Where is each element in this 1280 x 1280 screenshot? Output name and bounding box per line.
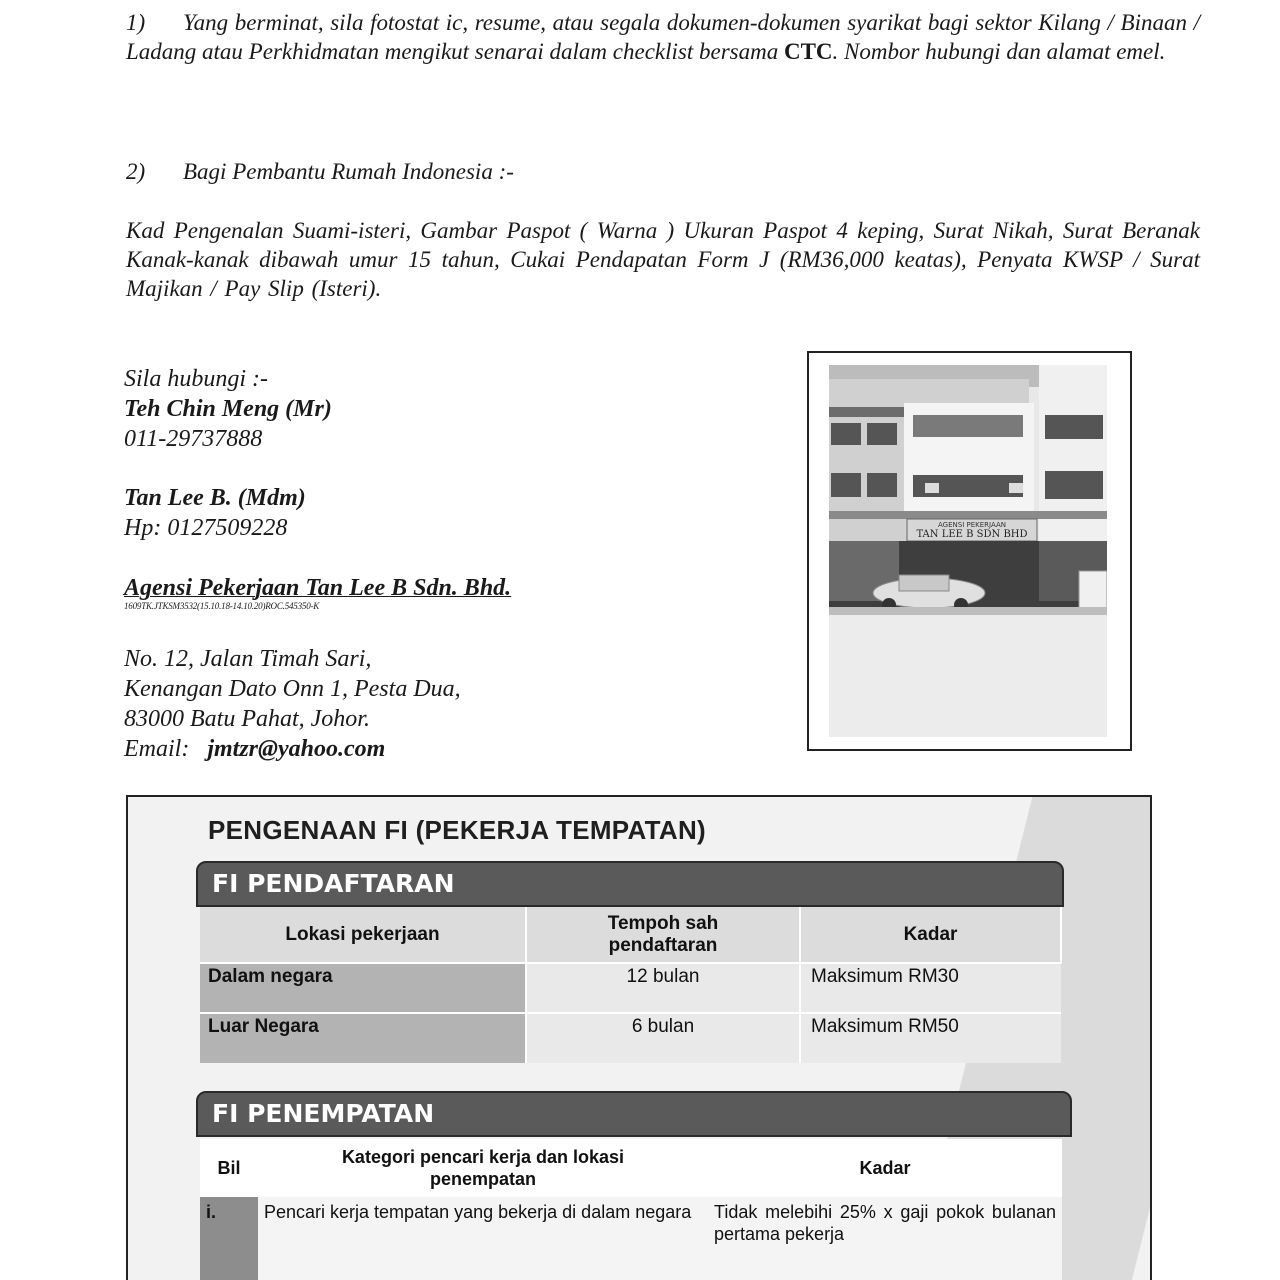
row-rate: Maksimum RM30: [800, 963, 1061, 1013]
placement-fee-table: [200, 1139, 1062, 1280]
header-rate: Kadar: [708, 1139, 1062, 1197]
slide-title: PENGENAAN FI (PEKERJA TEMPATAN): [208, 815, 707, 845]
header-bil: Bil: [200, 1139, 258, 1197]
placement-fee-band: FI PENEMPATAN: [196, 1091, 1072, 1137]
header-rate: Kadar: [800, 907, 1061, 963]
registration-fee-table: [200, 907, 1062, 1063]
table-row: [200, 1013, 1061, 1063]
ctc-label: CTC: [783, 39, 833, 64]
address-line-1: No. 12, Jalan Timah Sari,: [124, 646, 372, 672]
contact-block-2: [124, 483, 306, 543]
row-rate: Tidak melebihi 25% x gaji pokok bulanan pertama pekerja: [708, 1197, 1062, 1280]
contact-person-1-phone: 011-29737888: [124, 426, 263, 452]
table-row: [200, 963, 1061, 1013]
building-illustration: [829, 365, 1107, 737]
row-rate: Maksimum RM50: [800, 1013, 1061, 1063]
contact-person-2-phone: Hp: 0127509228: [124, 515, 288, 541]
contact-block: [124, 364, 332, 454]
row-validity: 6 bulan: [526, 1013, 800, 1063]
row-location: Dalam negara: [200, 963, 526, 1013]
table-row: [200, 1197, 1062, 1280]
row-validity: 12 bulan: [526, 963, 800, 1013]
email-label: Email:: [124, 736, 190, 762]
paragraph-2-number: 2): [126, 159, 146, 184]
office-photo-frame: [807, 351, 1132, 751]
row-bil: i.: [200, 1197, 258, 1280]
company-name: Agensi Pekerjaan Tan Lee B Sdn. Bhd.: [124, 575, 512, 601]
contact-person-2-name: Tan Lee B. (Mdm): [124, 485, 306, 511]
shop-sign-line-1: AGENSI PEKERJAAN: [938, 521, 1006, 529]
header-category: Kategori pencari kerja dan lokasi penempatan: [258, 1139, 708, 1197]
contact-person-1-name: Teh Chin Meng (Mr): [124, 396, 332, 422]
company-license: 1609TK.JTKSM3532(15.10.18-14.10.20)ROC.545350-K: [124, 601, 320, 611]
paragraph-2: [126, 157, 1200, 186]
row-category: Pencari kerja tempatan yang bekerja di dalam negara: [258, 1197, 708, 1280]
paragraph-2-text: Bagi Pembantu Rumah Indonesia :-: [183, 159, 514, 184]
paragraph-1-text-end: . Nombor hubungi dan alamat emel.: [832, 39, 1166, 64]
fee-slide: [126, 795, 1152, 1280]
row-location: Luar Negara: [200, 1013, 526, 1063]
address-block: [124, 644, 461, 764]
paragraph-1-text: Yang berminat, sila fotostat ic, resume, atau segala dokumen-dokumen syarikat bagi sektor Kilang / Binaan / Ladang atau Perkhidmatan mengikut senarai dalam checklist bersama: [126, 10, 1200, 64]
shop-sign-line-2: TAN LEE B SDN BHD: [916, 529, 1028, 540]
email-line: [124, 734, 461, 764]
registration-fee-band: FI PENDAFTARAN: [196, 861, 1064, 907]
header-validity: Tempoh sah pendaftaran: [526, 907, 800, 963]
address-line-2: Kenangan Dato Onn 1, Pesta Dua,: [124, 676, 461, 702]
table-header-row: [200, 907, 1061, 963]
paragraph-1: [126, 8, 1200, 66]
office-building-photo: [829, 365, 1107, 737]
address-line-3: 83000 Batu Pahat, Johor.: [124, 706, 370, 732]
contact-intro: Sila hubungi :-: [124, 366, 268, 392]
paragraph-3: Kad Pengenalan Suami-isteri, Gambar Paspot ( Warna ) Ukuran Paspot 4 keping, Surat Nikah, Surat Beranak Kanak-kanak dibawah umur 15 tahun, Cukai Pendapatan Form J (RM36,000 keatas), Penyata KWSP / Surat Majikan / Pay Slip (Isteri).: [126, 218, 1200, 301]
table-header-row: [200, 1139, 1062, 1197]
header-location: Lokasi pekerjaan: [200, 907, 526, 963]
paragraph-1-number: 1): [126, 10, 146, 35]
email-address: jmtzr@yahoo.com: [207, 736, 386, 762]
company-block: [124, 573, 511, 615]
